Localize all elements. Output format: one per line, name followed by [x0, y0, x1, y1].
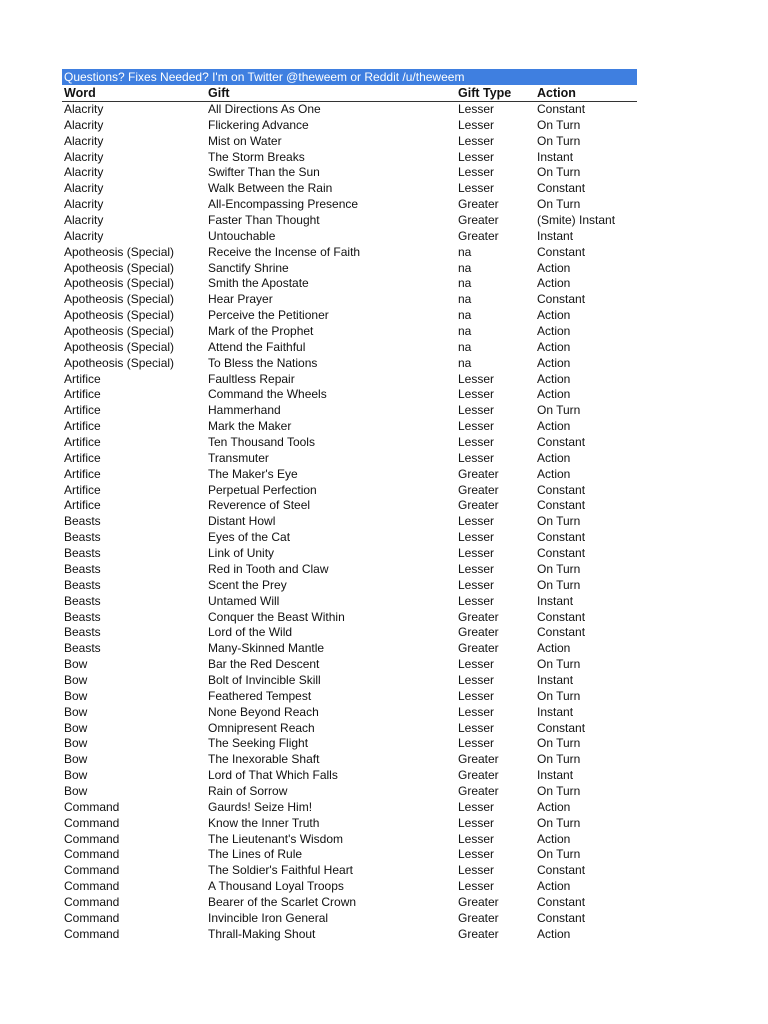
- cell-gift: Walk Between the Rain: [208, 181, 333, 196]
- cell-action: On Turn: [537, 657, 581, 672]
- cell-word: Bow: [64, 768, 88, 783]
- cell-word: Apotheosis (Special): [64, 244, 175, 259]
- table-row: [62, 832, 637, 848]
- cell-word: Artifice: [64, 482, 101, 497]
- table-row: [62, 419, 637, 435]
- cell-gift-type: Lesser: [458, 133, 495, 148]
- cell-action: Instant: [537, 149, 574, 164]
- cell-gift-type: Greater: [458, 482, 499, 497]
- cell-action: Constant: [537, 181, 586, 196]
- cell-action: Constant: [537, 609, 586, 624]
- cell-gift: Feathered Tempest: [208, 688, 312, 703]
- cell-gift: Faster Than Thought: [208, 213, 320, 228]
- cell-gift-type: na: [458, 308, 472, 323]
- table-row: [62, 546, 637, 562]
- cell-action: Constant: [537, 102, 586, 116]
- cell-action: Action: [537, 371, 571, 386]
- cell-action: Constant: [537, 625, 586, 640]
- table-row: [62, 229, 637, 245]
- cell-word: Bow: [64, 672, 88, 687]
- spreadsheet: [62, 69, 637, 943]
- cell-word: Beasts: [64, 641, 101, 656]
- cell-word: Apotheosis (Special): [64, 276, 175, 291]
- cell-gift-type: Lesser: [458, 831, 495, 846]
- cell-word: Alacrity: [64, 102, 104, 116]
- cell-gift: Bearer of the Scarlet Crown: [208, 894, 357, 909]
- cell-gift: Hammerhand: [208, 403, 281, 418]
- table-row: [62, 816, 637, 832]
- cell-action: On Turn: [537, 133, 581, 148]
- cell-gift: Thrall-Making Shout: [208, 926, 316, 941]
- cell-action: Constant: [537, 720, 586, 735]
- cell-word: Command: [64, 847, 120, 862]
- table-header: [62, 85, 637, 102]
- cell-gift: Receive the Incense of Faith: [208, 244, 361, 259]
- cell-word: Command: [64, 815, 120, 830]
- cell-action: On Turn: [537, 403, 581, 418]
- table-row: [62, 340, 637, 356]
- cell-word: Artifice: [64, 387, 101, 402]
- cell-gift: All-Encompassing Presence: [208, 197, 359, 212]
- cell-gift-type: Lesser: [458, 704, 495, 719]
- cell-gift-type: na: [458, 355, 472, 370]
- cell-word: Apotheosis (Special): [64, 324, 175, 339]
- cell-gift: Swifter Than the Sun: [208, 165, 320, 180]
- cell-gift-type: Lesser: [458, 720, 495, 735]
- cell-action: Action: [537, 450, 571, 465]
- cell-gift-type: Lesser: [458, 387, 495, 402]
- table-row: [62, 657, 637, 673]
- cell-gift: Gaurds! Seize Him!: [208, 799, 313, 814]
- cell-gift-type: Greater: [458, 498, 499, 513]
- cell-gift-type: Lesser: [458, 514, 495, 529]
- cell-action: Action: [537, 926, 571, 941]
- table-row: [62, 689, 637, 705]
- cell-gift-type: Greater: [458, 609, 499, 624]
- cell-word: Artifice: [64, 419, 101, 434]
- cell-gift: None Beyond Reach: [208, 704, 319, 719]
- cell-word: Apotheosis (Special): [64, 355, 175, 370]
- cell-gift-type: na: [458, 339, 472, 354]
- cell-word: Bow: [64, 688, 88, 703]
- cell-word: Command: [64, 926, 120, 941]
- cell-gift-type: Lesser: [458, 181, 495, 196]
- table-row: [62, 403, 637, 419]
- table-row: [62, 118, 637, 134]
- table-row: [62, 610, 637, 626]
- cell-word: Command: [64, 863, 120, 878]
- cell-word: Command: [64, 879, 120, 894]
- table-row: [62, 847, 637, 863]
- table-body: [62, 102, 637, 943]
- cell-gift: Link of Unity: [208, 546, 275, 561]
- cell-gift: Mark of the Prophet: [208, 324, 314, 339]
- cell-action: On Turn: [537, 783, 581, 798]
- table-row: [62, 261, 637, 277]
- cell-gift-type: Lesser: [458, 102, 495, 116]
- cell-action: Action: [537, 879, 571, 894]
- table-row: [62, 562, 637, 578]
- cell-gift-type: na: [458, 260, 472, 275]
- cell-gift-type: Greater: [458, 910, 499, 925]
- cell-action: On Turn: [537, 815, 581, 830]
- cell-gift: Transmuter: [208, 450, 269, 465]
- cell-word: Beasts: [64, 609, 101, 624]
- cell-action: Constant: [537, 894, 586, 909]
- cell-gift-type: Lesser: [458, 435, 495, 450]
- table-row: [62, 102, 637, 118]
- cell-action: Action: [537, 466, 571, 481]
- cell-action: Constant: [537, 482, 586, 497]
- cell-gift-type: na: [458, 244, 472, 259]
- cell-gift: The Soldier's Faithful Heart: [208, 863, 354, 878]
- cell-action: Instant: [537, 228, 574, 243]
- cell-gift-type: Lesser: [458, 165, 495, 180]
- cell-gift: Ten Thousand Tools: [208, 435, 315, 450]
- cell-gift-type: Lesser: [458, 546, 495, 561]
- cell-word: Beasts: [64, 593, 101, 608]
- cell-action: On Turn: [537, 577, 581, 592]
- cell-action: On Turn: [537, 752, 581, 767]
- cell-word: Alacrity: [64, 133, 104, 148]
- cell-gift-type: Greater: [458, 213, 499, 228]
- table-row: [62, 134, 637, 150]
- cell-gift: Reverence of Steel: [208, 498, 311, 513]
- cell-action: Instant: [537, 593, 574, 608]
- table-row: [62, 387, 637, 403]
- cell-action: Action: [537, 799, 571, 814]
- table-row: [62, 514, 637, 530]
- cell-gift: The Storm Breaks: [208, 149, 305, 164]
- header-action: Action: [537, 86, 576, 100]
- contact-banner: Questions? Fixes Needed? I'm on Twitter @theweem or Reddit /u/theweem: [62, 69, 637, 85]
- cell-word: Apotheosis (Special): [64, 292, 175, 307]
- cell-gift-type: Lesser: [458, 863, 495, 878]
- table-row: [62, 451, 637, 467]
- cell-gift-type: Lesser: [458, 593, 495, 608]
- table-row: [62, 927, 637, 943]
- cell-gift-type: Greater: [458, 466, 499, 481]
- cell-word: Command: [64, 799, 120, 814]
- cell-gift: The Lines of Rule: [208, 847, 303, 862]
- cell-action: Constant: [537, 910, 586, 925]
- cell-gift: Untouchable: [208, 228, 276, 243]
- cell-word: Command: [64, 910, 120, 925]
- cell-gift: The Seeking Flight: [208, 736, 309, 751]
- cell-gift-type: Lesser: [458, 577, 495, 592]
- cell-gift: Many-Skinned Mantle: [208, 641, 325, 656]
- cell-action: Constant: [537, 498, 586, 513]
- cell-gift-type: Lesser: [458, 403, 495, 418]
- table-row: [62, 578, 637, 594]
- cell-gift-type: Greater: [458, 641, 499, 656]
- cell-gift-type: Greater: [458, 197, 499, 212]
- table-row: [62, 245, 637, 261]
- cell-gift-type: na: [458, 292, 472, 307]
- table-row: [62, 800, 637, 816]
- cell-gift-type: Lesser: [458, 799, 495, 814]
- cell-gift: The Lieutenant's Wisdom: [208, 831, 344, 846]
- cell-action: Constant: [537, 435, 586, 450]
- cell-word: Beasts: [64, 577, 101, 592]
- table-row: [62, 467, 637, 483]
- table-row: [62, 768, 637, 784]
- table-row: [62, 752, 637, 768]
- cell-gift-type: Lesser: [458, 879, 495, 894]
- cell-gift: Bar the Red Descent: [208, 657, 320, 672]
- cell-word: Bow: [64, 657, 88, 672]
- cell-action: Constant: [537, 530, 586, 545]
- cell-action: On Turn: [537, 736, 581, 751]
- cell-gift: The Inexorable Shaft: [208, 752, 320, 767]
- cell-gift: Smith the Apostate: [208, 276, 309, 291]
- cell-action: Action: [537, 387, 571, 402]
- cell-action: (Smite) Instant: [537, 213, 616, 228]
- cell-gift-type: Greater: [458, 926, 499, 941]
- table-row: [62, 150, 637, 166]
- cell-word: Apotheosis (Special): [64, 308, 175, 323]
- table-row: [62, 197, 637, 213]
- cell-gift: Omnipresent Reach: [208, 720, 315, 735]
- cell-gift: Lord of That Which Falls: [208, 768, 338, 783]
- cell-action: Constant: [537, 546, 586, 561]
- cell-gift-type: Lesser: [458, 371, 495, 386]
- table-row: [62, 308, 637, 324]
- table-row: [62, 165, 637, 181]
- cell-word: Artifice: [64, 435, 101, 450]
- cell-word: Artifice: [64, 450, 101, 465]
- table-row: [62, 498, 637, 514]
- cell-gift: Eyes of the Cat: [208, 530, 291, 545]
- cell-word: Bow: [64, 752, 88, 767]
- header-gift-type: Gift Type: [458, 86, 512, 100]
- cell-word: Artifice: [64, 371, 101, 386]
- cell-gift-type: Lesser: [458, 736, 495, 751]
- header-gift: Gift: [208, 86, 230, 100]
- cell-gift: Conquer the Beast Within: [208, 609, 345, 624]
- table-row: [62, 784, 637, 800]
- header-word: Word: [64, 86, 96, 100]
- cell-word: Beasts: [64, 530, 101, 545]
- cell-action: On Turn: [537, 847, 581, 862]
- cell-gift: Hear Prayer: [208, 292, 273, 307]
- cell-gift: A Thousand Loyal Troops: [208, 879, 344, 894]
- cell-word: Artifice: [64, 403, 101, 418]
- cell-action: Instant: [537, 704, 574, 719]
- cell-word: Bow: [64, 736, 88, 751]
- cell-gift: Attend the Faithful: [208, 339, 306, 354]
- table-row: [62, 435, 637, 451]
- table-row: [62, 721, 637, 737]
- cell-gift-type: Lesser: [458, 149, 495, 164]
- cell-gift-type: Greater: [458, 894, 499, 909]
- cell-gift: Flickering Advance: [208, 117, 309, 132]
- cell-word: Command: [64, 831, 120, 846]
- cell-gift-type: Lesser: [458, 419, 495, 434]
- cell-gift-type: Greater: [458, 752, 499, 767]
- table-row: [62, 372, 637, 388]
- cell-gift-type: Greater: [458, 625, 499, 640]
- cell-word: Beasts: [64, 561, 101, 576]
- cell-gift-type: Lesser: [458, 450, 495, 465]
- cell-gift-type: Lesser: [458, 672, 495, 687]
- table-row: [62, 213, 637, 229]
- table-row: [62, 292, 637, 308]
- cell-word: Bow: [64, 783, 88, 798]
- cell-gift: To Bless the Nations: [208, 355, 318, 370]
- cell-word: Beasts: [64, 625, 101, 640]
- cell-gift-type: Lesser: [458, 117, 495, 132]
- table-row: [62, 276, 637, 292]
- cell-word: Artifice: [64, 498, 101, 513]
- cell-gift: Mark the Maker: [208, 419, 292, 434]
- cell-word: Alacrity: [64, 197, 104, 212]
- cell-gift: The Maker's Eye: [208, 466, 298, 481]
- cell-action: Constant: [537, 292, 586, 307]
- cell-action: Action: [537, 419, 571, 434]
- cell-gift: Untamed Will: [208, 593, 280, 608]
- cell-action: Action: [537, 831, 571, 846]
- cell-gift: Faultless Repair: [208, 371, 295, 386]
- cell-action: Instant: [537, 672, 574, 687]
- table-row: [62, 641, 637, 657]
- cell-gift: Lord of the Wild: [208, 625, 293, 640]
- cell-word: Alacrity: [64, 213, 104, 228]
- cell-gift-type: Lesser: [458, 815, 495, 830]
- cell-action: Action: [537, 324, 571, 339]
- cell-word: Command: [64, 894, 120, 909]
- cell-word: Alacrity: [64, 165, 104, 180]
- cell-action: Action: [537, 308, 571, 323]
- cell-gift: All Directions As One: [208, 102, 321, 116]
- cell-word: Alacrity: [64, 117, 104, 132]
- cell-gift: Perceive the Petitioner: [208, 308, 329, 323]
- cell-word: Alacrity: [64, 228, 104, 243]
- table-row: [62, 673, 637, 689]
- cell-action: On Turn: [537, 514, 581, 529]
- cell-gift: Scent the Prey: [208, 577, 287, 592]
- cell-action: On Turn: [537, 561, 581, 576]
- table-row: [62, 705, 637, 721]
- cell-gift: Sanctify Shrine: [208, 260, 289, 275]
- cell-gift-type: Lesser: [458, 657, 495, 672]
- cell-gift-type: Lesser: [458, 688, 495, 703]
- table-row: [62, 356, 637, 372]
- cell-action: Action: [537, 260, 571, 275]
- cell-action: On Turn: [537, 197, 581, 212]
- table-row: [62, 879, 637, 895]
- cell-word: Alacrity: [64, 149, 104, 164]
- table-row: [62, 594, 637, 610]
- cell-action: On Turn: [537, 117, 581, 132]
- cell-word: Artifice: [64, 466, 101, 481]
- cell-gift: Rain of Sorrow: [208, 783, 288, 798]
- table-row: [62, 625, 637, 641]
- cell-gift: Red in Tooth and Claw: [208, 561, 329, 576]
- cell-gift-type: na: [458, 276, 472, 291]
- cell-word: Beasts: [64, 546, 101, 561]
- cell-word: Apotheosis (Special): [64, 260, 175, 275]
- cell-action: Action: [537, 355, 571, 370]
- table-row: [62, 324, 637, 340]
- cell-action: Action: [537, 641, 571, 656]
- cell-action: Constant: [537, 863, 586, 878]
- cell-gift-type: Greater: [458, 783, 499, 798]
- cell-gift: Mist on Water: [208, 133, 282, 148]
- cell-gift: Bolt of Invincible Skill: [208, 672, 321, 687]
- cell-gift: Invincible Iron General: [208, 910, 329, 925]
- cell-gift: Perpetual Perfection: [208, 482, 317, 497]
- table-row: [62, 736, 637, 752]
- cell-action: Action: [537, 339, 571, 354]
- cell-gift: Know the Inner Truth: [208, 815, 320, 830]
- cell-action: Action: [537, 276, 571, 291]
- cell-action: On Turn: [537, 165, 581, 180]
- cell-gift: Command the Wheels: [208, 387, 327, 402]
- cell-gift-type: Greater: [458, 228, 499, 243]
- cell-action: On Turn: [537, 688, 581, 703]
- cell-gift-type: Lesser: [458, 561, 495, 576]
- cell-gift: Distant Howl: [208, 514, 276, 529]
- cell-word: Beasts: [64, 514, 101, 529]
- cell-action: Instant: [537, 768, 574, 783]
- table-row: [62, 483, 637, 499]
- cell-word: Bow: [64, 720, 88, 735]
- table-row: [62, 895, 637, 911]
- cell-gift-type: Greater: [458, 768, 499, 783]
- cell-gift-type: Lesser: [458, 847, 495, 862]
- cell-action: Constant: [537, 244, 586, 259]
- cell-gift-type: na: [458, 324, 472, 339]
- table-row: [62, 863, 637, 879]
- table-row: [62, 911, 637, 927]
- cell-word: Apotheosis (Special): [64, 339, 175, 354]
- table-row: [62, 181, 637, 197]
- cell-word: Alacrity: [64, 181, 104, 196]
- cell-gift-type: Lesser: [458, 530, 495, 545]
- cell-word: Bow: [64, 704, 88, 719]
- table-row: [62, 530, 637, 546]
